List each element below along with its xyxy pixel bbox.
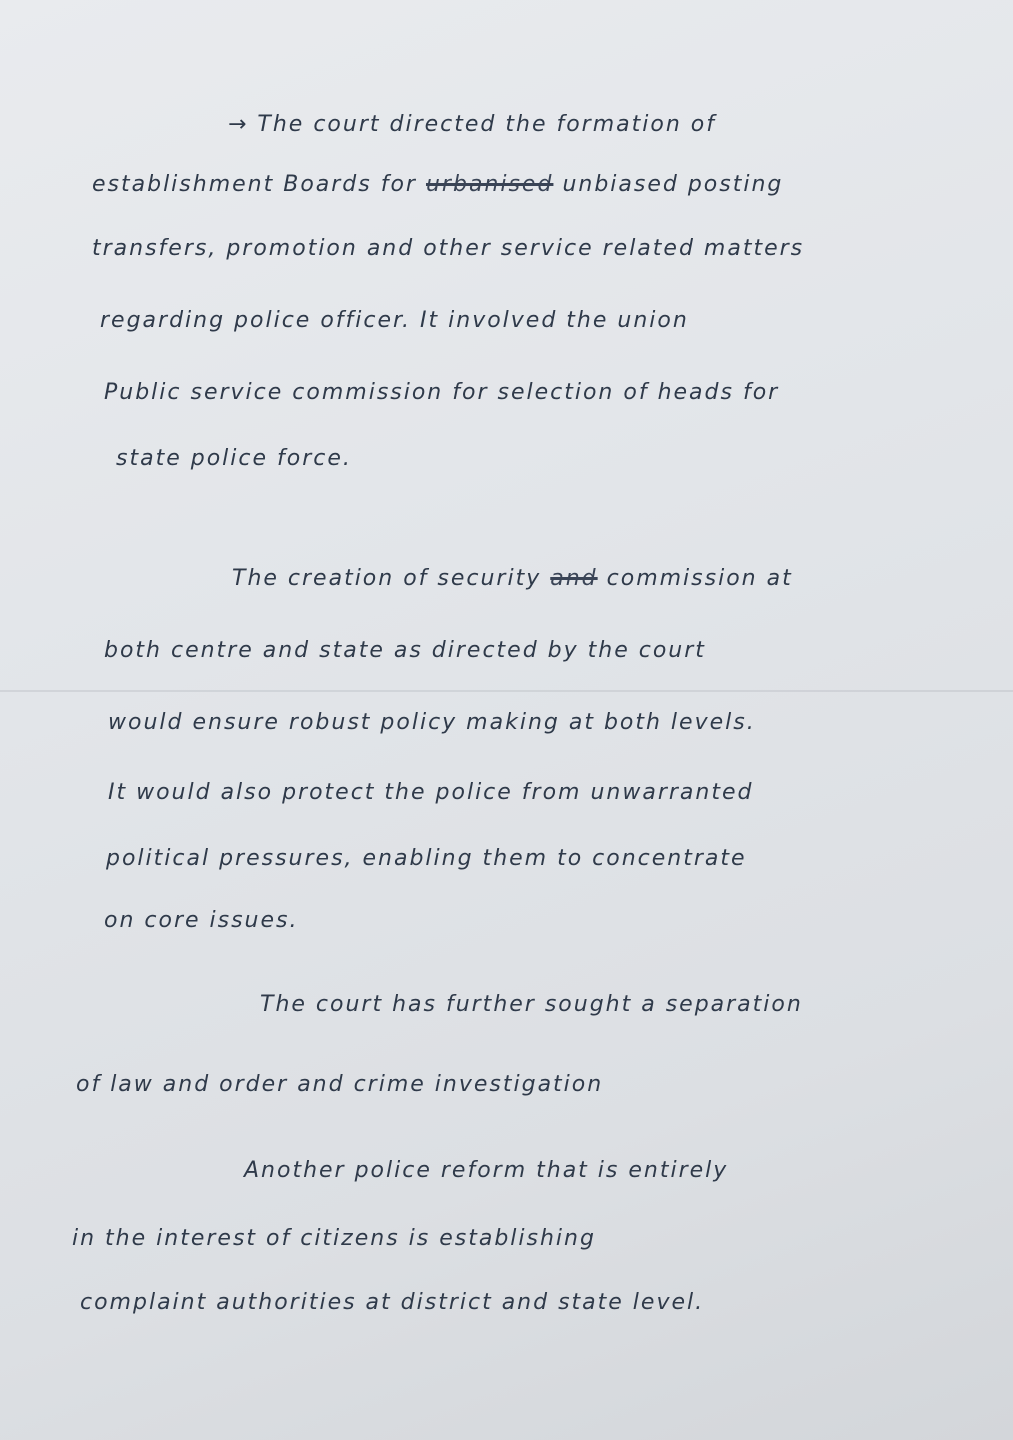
p2-line5: political pressures, enabling them to concentrate	[106, 846, 747, 871]
p2-line2: both centre and state as directed by the court	[104, 638, 706, 663]
p1-line1: → The court directed the formation of	[228, 112, 716, 137]
p3-line2: of law and order and crime investigation	[76, 1072, 604, 1097]
p1-line6: state police force.	[116, 446, 352, 471]
p3-line1: The court has further sought a separation	[260, 992, 803, 1017]
p1-line2-rest: unbiased posting	[562, 172, 784, 197]
p2-line4: It would also protect the police from unwarranted	[108, 780, 754, 805]
p1-line2	[92, 172, 783, 197]
struck-word: urbanised	[425, 172, 554, 197]
p4-line1: Another police reform that is entirely	[244, 1158, 729, 1183]
p1-line4: regarding police officer. It involved the union	[100, 308, 689, 333]
struck-word: and	[550, 566, 598, 591]
p1-line5: Public service commission for selection of heads for	[104, 380, 780, 405]
p2-line1-start: The creation of security	[232, 566, 542, 591]
p2-line6: on core issues.	[104, 908, 299, 933]
p1-line3: transfers, promotion and other service related matters	[92, 236, 805, 261]
p4-line2: in the interest of citizens is establishing	[72, 1226, 596, 1251]
paper-fold	[0, 690, 1013, 692]
p4-line3: complaint authorities at district and state level.	[80, 1290, 705, 1315]
p1-line2-start: establishment Boards for	[92, 172, 417, 197]
p2-line3: would ensure robust policy making at both levels.	[108, 710, 756, 735]
p2-line1-rest: commission at	[606, 566, 793, 591]
p2-line1	[232, 566, 793, 591]
